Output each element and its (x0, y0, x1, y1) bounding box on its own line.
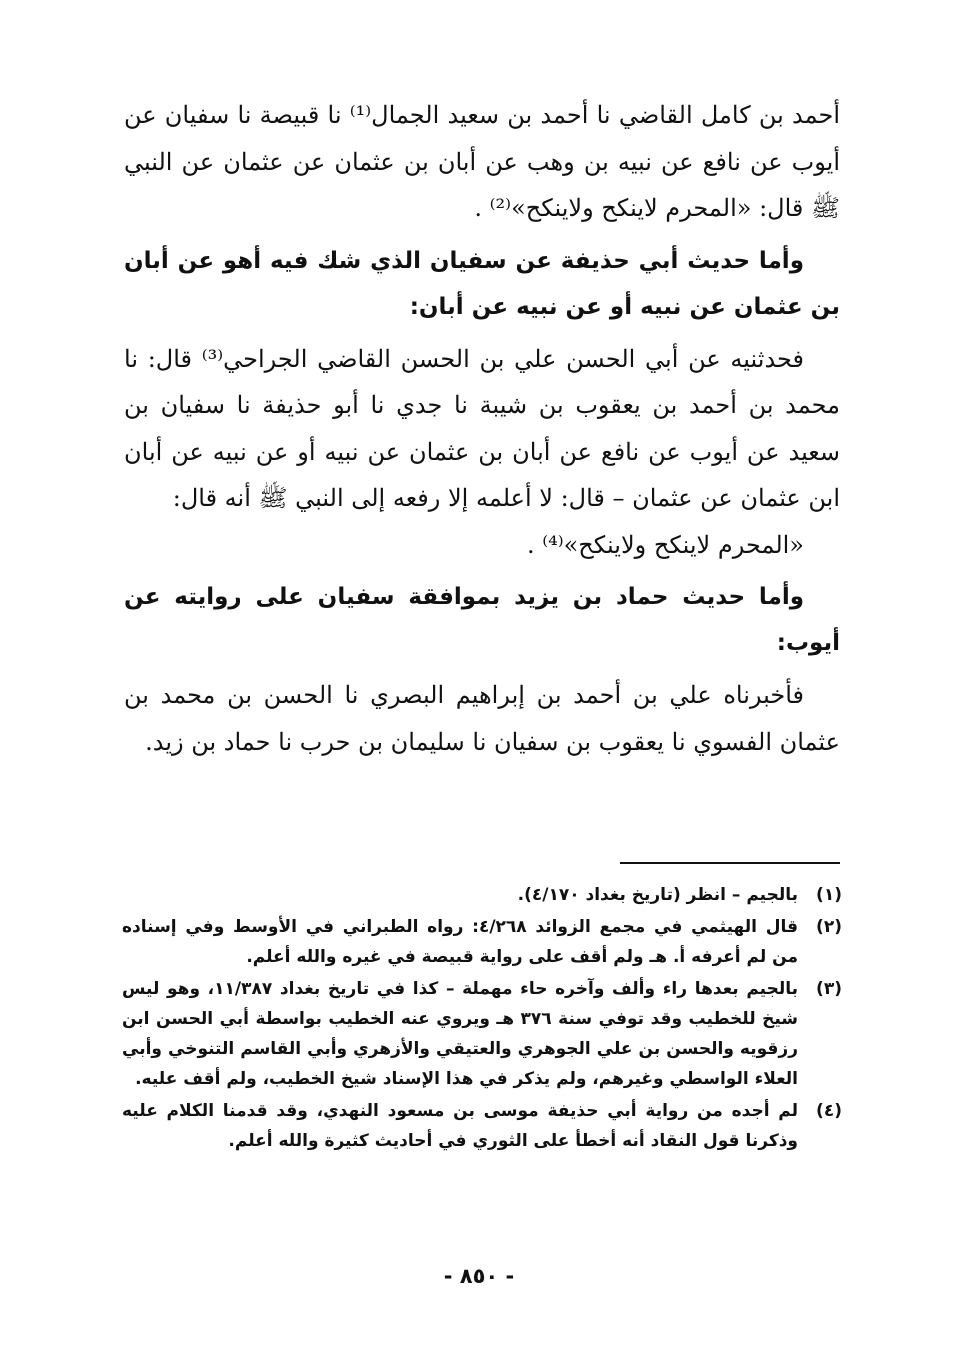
section-heading-hammad: وأما حديث حماد بن يزيد بموافقة سفيان على روايته عن أيوب: (124, 584, 840, 656)
footnote-text: بالجيم – انظر (تاريخ بغداد ٤/١٧٠). (517, 885, 798, 905)
footnote-number: (١) (816, 885, 842, 905)
footnotes (122, 880, 842, 1158)
footnote-item (122, 912, 842, 972)
paragraph-1: أحمد بن كامل القاضي نا أحمد بن سعيد الجمال⁽¹⁾ نا قبيصة نا سفيان عن أيوب عن نافع عن نبيه بن وهب عن أبان بن عثمان عن عثمان عن النبي ﷺ قال: «المحرم لاينكح ولاينكح»⁽²⁾ . (124, 101, 841, 222)
footnote-item (122, 1096, 842, 1156)
footnote-divider (620, 862, 840, 864)
footnote-text: لم أجده من رواية أبي حذيفة موسى بن مسعود النهدي، وقد قدمنا الكلام عليه وذكرنا قول النقاد أنه أخطأ على الثوري في أحاديث كثيرة والله أعلم. (122, 1101, 798, 1151)
footnote-text: بالجيم بعدها راء وألف وآخره حاء مهملة – كذا في تاريخ بغداد ١١/٣٨٧، وهو ليس شيخ للخطيب وقد توفي سنة ٣٧٦ هـ ويروي عنه الخطيب بواسطة أبي الحسن ابن رزقويه والحسن بن علي الجوهري والعتيقي والأزهري وأبي القاسم التنوخي وأبي العلاء الواسطي وغيرهم، ولم يذكر في هذا الإسناد شيخ الخطيب، ولم أقف عليه. (122, 979, 799, 1089)
paragraph-2: فحدثنيه عن أبي الحسن علي بن الحسن القاضي الجراحي⁽³⁾ قال: نا محمد بن أحمد بن يعقوب بن شيبة نا جدي نا أبو حذيفة نا سفيان بن سعيد عن أيوب عن نافع عن أبان بن عثمان عن نبيه أو عن نبيه عن أبان ابن عثمان عن عثمان – قال: لا أعلمه إلا رفعه إلى النبي ﷺ أنه قال: (124, 344, 840, 512)
footnote-text: قال الهيثمي في مجمع الزوائد ٤/٢٦٨: رواه الطبراني في الأوسط وفي إسناده من لم أعرفه أ. هـ ولم أقف على رواية قبيصة في غيره والله أعلم. (122, 917, 798, 967)
footnote-item (122, 880, 842, 910)
quoted-hadith: «المحرم لاينكح ولاينكح»⁽⁴⁾ . (526, 530, 804, 559)
footnote-number: (٤) (816, 1101, 842, 1121)
footnote-number: (٢) (816, 917, 842, 937)
footnote-number: (٣) (816, 979, 842, 999)
paragraph-3: فأخبرناه علي بن أحمد بن إبراهيم البصري نا الحسن بن محمد بن عثمان الفسوي نا يعقوب بن سفيان نا سليمان بن حرب نا حماد بن زيد. (124, 681, 840, 756)
page-number: - ٨٥٠ - (443, 1264, 515, 1288)
main-text (124, 92, 840, 765)
section-heading-abu-hudhayfa: وأما حديث أبي حذيفة عن سفيان الذي شك فيه أهو عن أبان بن عثمان عن نبيه أو عن نبيه عن أبان: (124, 247, 840, 320)
footnote-item (122, 974, 842, 1094)
